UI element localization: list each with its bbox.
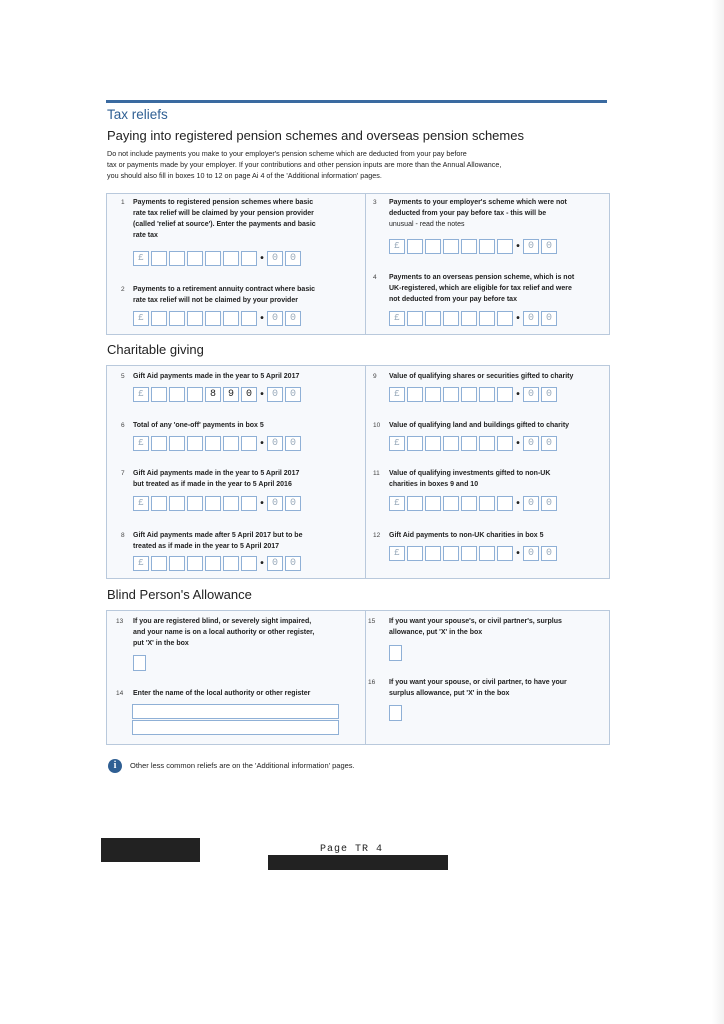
pence-box: 0	[285, 496, 301, 511]
panel-divider	[365, 366, 366, 578]
question-line: Payments to an overseas pension scheme, which is not	[389, 274, 575, 281]
digit-box	[497, 546, 513, 561]
digit-box	[479, 546, 495, 561]
question-11	[389, 468, 607, 490]
currency-symbol: £	[133, 496, 149, 511]
pence-box: 0	[541, 436, 557, 451]
pence-box: 0	[541, 239, 557, 254]
question-line: and your name is on a local authority or other register,	[133, 629, 315, 636]
digit-box	[169, 556, 185, 571]
currency-symbol: £	[389, 239, 405, 254]
digit-box	[425, 311, 441, 326]
digit-box	[205, 556, 221, 571]
digit-box	[205, 496, 221, 511]
question-line: rate tax	[133, 232, 158, 239]
pence-box: 0	[267, 251, 283, 266]
amount-field-6[interactable]	[133, 436, 303, 451]
pence-box: 0	[285, 556, 301, 571]
digit-box	[479, 311, 495, 326]
digit-box	[461, 496, 477, 511]
digit-box	[407, 239, 423, 254]
amount-field-12[interactable]	[389, 546, 559, 561]
digit-box	[479, 239, 495, 254]
question-line: If you are registered blind, or severely sight impaired,	[133, 618, 312, 625]
pence-box: 0	[523, 239, 539, 254]
pence-box: 0	[541, 311, 557, 326]
registered-blind-checkbox[interactable]	[133, 655, 146, 671]
pence-box: 0	[541, 496, 557, 511]
question-13	[133, 616, 363, 649]
question-line: deducted from your pay before tax - this will be	[389, 210, 547, 217]
question-line: Gift Aid payments made in the year to 5 April 2017	[133, 373, 300, 380]
receive-surplus-allowance-checkbox[interactable]	[389, 645, 402, 661]
digit-box	[407, 496, 423, 511]
pence-box: 0	[285, 387, 301, 402]
currency-symbol: £	[133, 556, 149, 571]
digit-box	[187, 556, 203, 571]
section-subtitle: Paying into registered pension schemes and overseas pension schemes	[107, 128, 524, 143]
digit-box	[497, 311, 513, 326]
info-note: Other less common reliefs are on the 'Additional information' pages.	[130, 761, 355, 770]
digit-box	[205, 251, 221, 266]
question-line: Value of qualifying shares or securities gifted to charity	[389, 373, 574, 380]
digit-box	[223, 311, 239, 326]
question-line: surplus allowance, put 'X' in the box	[389, 690, 510, 697]
digit-box	[187, 496, 203, 511]
question-line: Gift Aid payments to non-UK charities in box 5	[389, 532, 544, 539]
question-line: treated as if made in the year to 5 April 2017	[133, 543, 280, 550]
decimal-point: •	[260, 253, 264, 264]
pence-box: 0	[267, 311, 283, 326]
digit-box	[443, 387, 459, 402]
pence-box: 0	[267, 436, 283, 451]
decimal-point: •	[260, 389, 264, 400]
digit-box	[461, 387, 477, 402]
amount-field-10[interactable]	[389, 436, 559, 451]
currency-symbol: £	[133, 251, 149, 266]
amount-field-9[interactable]	[389, 387, 559, 402]
question-line: allowance, put 'X' in the box	[389, 629, 483, 636]
digit-box	[425, 387, 441, 402]
box-number-15: 15	[368, 618, 376, 625]
pence-box: 0	[523, 496, 539, 511]
box-number-1: 1	[121, 199, 125, 206]
digit-box: 9	[223, 387, 239, 402]
redaction-block	[268, 855, 448, 870]
digit-box	[497, 387, 513, 402]
question-4	[389, 272, 607, 305]
pence-box: 0	[523, 387, 539, 402]
currency-symbol: £	[389, 496, 405, 511]
digit-box	[223, 556, 239, 571]
box-number-16: 16	[368, 679, 376, 686]
question-15	[389, 616, 607, 638]
intro-line: Do not include payments you make to your employer's pension scheme which are deducted from your pay before	[107, 149, 467, 158]
digit-box	[241, 311, 257, 326]
box-number-13: 13	[116, 618, 124, 625]
digit-box	[497, 436, 513, 451]
question-line: unusual - read the notes	[389, 221, 465, 228]
transfer-surplus-allowance-checkbox[interactable]	[389, 705, 402, 721]
digit-box	[169, 436, 185, 451]
question-line: If you want your spouse's, or civil partner's, surplus	[389, 618, 562, 625]
digit-box	[169, 311, 185, 326]
pence-box: 0	[285, 311, 301, 326]
question-1	[133, 197, 358, 241]
question-10	[389, 420, 607, 431]
currency-symbol: £	[389, 546, 405, 561]
digit-box	[151, 556, 167, 571]
digit-box	[425, 436, 441, 451]
currency-symbol: £	[389, 387, 405, 402]
pence-box: 0	[285, 251, 301, 266]
question-line: Payments to a retirement annuity contract where basic	[133, 286, 316, 293]
question-line: Total of any 'one-off' payments in box 5	[133, 422, 264, 429]
digit-box	[205, 436, 221, 451]
currency-symbol: £	[133, 387, 149, 402]
digit-box	[241, 436, 257, 451]
question-2	[133, 284, 358, 306]
box-number-10: 10	[373, 422, 381, 429]
digit-box	[151, 496, 167, 511]
question-8	[133, 530, 358, 552]
question-7	[133, 468, 358, 490]
question-9	[389, 371, 607, 382]
digit-box	[223, 251, 239, 266]
question-line: If you want your spouse, or civil partner, to have your	[389, 679, 567, 686]
question-line: rate tax relief will not be claimed by your provider	[133, 297, 298, 304]
panel-divider	[365, 194, 366, 334]
decimal-point: •	[260, 313, 264, 324]
box-number-6: 6	[121, 422, 125, 429]
box-number-14: 14	[116, 690, 124, 697]
section-rule	[106, 100, 607, 103]
charitable-giving-heading: Charitable giving	[107, 342, 204, 357]
panel-divider	[365, 611, 366, 744]
digit-box	[425, 496, 441, 511]
decimal-point: •	[516, 241, 520, 252]
page-label: Page TR 4	[320, 844, 384, 855]
question-line: Payments to registered pension schemes where basic	[133, 199, 314, 206]
question-line: UK-registered, which are eligible for tax relief and were	[389, 285, 572, 292]
box-number-11: 11	[373, 470, 380, 477]
question-line: (called 'relief at source'). Enter the payments and basic	[133, 221, 316, 228]
question-line: charities in boxes 9 and 10	[389, 481, 479, 488]
digit-box	[169, 387, 185, 402]
question-line: rate tax relief will be claimed by your pension provider	[133, 210, 314, 217]
amount-field-8[interactable]	[133, 556, 303, 571]
digit-box	[443, 436, 459, 451]
box-number-12: 12	[373, 532, 381, 539]
digit-box	[407, 546, 423, 561]
intro-line: you should also fill in boxes 10 to 12 on page Ai 4 of the 'Additional information' pages.	[107, 171, 382, 180]
question-line: Enter the name of the local authority or other register	[133, 690, 311, 697]
amount-field-2[interactable]	[133, 311, 303, 326]
decimal-point: •	[260, 498, 264, 509]
digit-box	[241, 496, 257, 511]
pence-box: 0	[523, 436, 539, 451]
digit-box	[461, 436, 477, 451]
digit-box: 0	[241, 387, 257, 402]
pence-box: 0	[267, 387, 283, 402]
question-line: Value of qualifying land and buildings gifted to charity	[389, 422, 570, 429]
pence-box: 0	[523, 311, 539, 326]
pence-box: 0	[267, 496, 283, 511]
digit-box	[461, 546, 477, 561]
digit-box	[223, 496, 239, 511]
pence-box: 0	[285, 436, 301, 451]
digit-box	[425, 239, 441, 254]
intro-text	[107, 148, 607, 181]
box-number-2: 2	[121, 286, 125, 293]
question-12	[389, 530, 607, 541]
digit-box	[407, 387, 423, 402]
question-line: not deducted from your pay before tax	[389, 296, 517, 303]
digit-box	[461, 239, 477, 254]
digit-box	[169, 496, 185, 511]
box-number-8: 8	[121, 532, 125, 539]
pence-box: 0	[523, 546, 539, 561]
digit-box	[241, 556, 257, 571]
digit-box	[407, 436, 423, 451]
question-line: Payments to your employer's scheme which were not	[389, 199, 567, 206]
digit-box	[169, 251, 185, 266]
digit-box	[443, 496, 459, 511]
pence-box: 0	[541, 387, 557, 402]
question-line: Gift Aid payments made after 5 April 2017 but to be	[133, 532, 303, 539]
digit-box	[443, 311, 459, 326]
digit-box	[425, 546, 441, 561]
digit-box	[407, 311, 423, 326]
amount-field-4[interactable]	[389, 311, 559, 326]
decimal-point: •	[516, 548, 520, 559]
question-3	[389, 197, 607, 230]
question-16	[389, 677, 607, 699]
info-icon: i	[108, 759, 122, 773]
digit-box	[223, 436, 239, 451]
digit-box: 8	[205, 387, 221, 402]
digit-box	[151, 251, 167, 266]
intro-line: tax or payments made by your employer. If your contributions and other pension inputs are more than the Annual Allowance,	[107, 160, 502, 169]
question-line: Value of qualifying investments gifted to non-UK	[389, 470, 551, 477]
local-authority-name-field-line1[interactable]	[132, 704, 339, 719]
amount-field-11[interactable]	[389, 496, 559, 511]
digit-box	[497, 239, 513, 254]
currency-symbol: £	[133, 311, 149, 326]
digit-box	[479, 387, 495, 402]
digit-box	[497, 496, 513, 511]
box-number-9: 9	[373, 373, 377, 380]
section-title: Tax reliefs	[107, 107, 168, 122]
pence-box: 0	[541, 546, 557, 561]
decimal-point: •	[516, 438, 520, 449]
digit-box	[151, 436, 167, 451]
digit-box	[443, 546, 459, 561]
decimal-point: •	[516, 389, 520, 400]
decimal-point: •	[516, 313, 520, 324]
box-number-5: 5	[121, 373, 125, 380]
digit-box	[443, 239, 459, 254]
currency-symbol: £	[389, 311, 405, 326]
digit-box	[479, 496, 495, 511]
decimal-point: •	[516, 498, 520, 509]
local-authority-name-field-line2[interactable]	[132, 720, 339, 735]
question-line: but treated as if made in the year to 5 April 2016	[133, 481, 292, 488]
charity-panel	[106, 365, 610, 579]
digit-box	[151, 311, 167, 326]
digit-box	[205, 311, 221, 326]
currency-symbol: £	[389, 436, 405, 451]
amount-field-5[interactable]	[133, 387, 303, 402]
amount-field-3[interactable]	[389, 239, 559, 254]
scan-edge	[712, 0, 724, 1024]
digit-box	[187, 311, 203, 326]
digit-box	[187, 387, 203, 402]
digit-box	[241, 251, 257, 266]
pence-box: 0	[267, 556, 283, 571]
digit-box	[187, 436, 203, 451]
amount-field-1[interactable]	[133, 251, 303, 266]
question-line: put 'X' in the box	[133, 640, 189, 647]
digit-box	[151, 387, 167, 402]
box-number-4: 4	[373, 274, 377, 281]
digit-box	[187, 251, 203, 266]
blind-allowance-heading: Blind Person's Allowance	[107, 587, 252, 602]
question-14	[133, 688, 363, 699]
redaction-block	[101, 838, 200, 862]
pension-panel	[106, 193, 610, 335]
question-5	[133, 371, 358, 382]
decimal-point: •	[260, 438, 264, 449]
question-line: Gift Aid payments made in the year to 5 April 2017	[133, 470, 300, 477]
decimal-point: •	[260, 558, 264, 569]
digit-box	[479, 436, 495, 451]
question-6	[133, 420, 358, 431]
box-number-7: 7	[121, 470, 125, 477]
box-number-3: 3	[373, 199, 377, 206]
currency-symbol: £	[133, 436, 149, 451]
amount-field-7[interactable]	[133, 496, 303, 511]
digit-box	[461, 311, 477, 326]
